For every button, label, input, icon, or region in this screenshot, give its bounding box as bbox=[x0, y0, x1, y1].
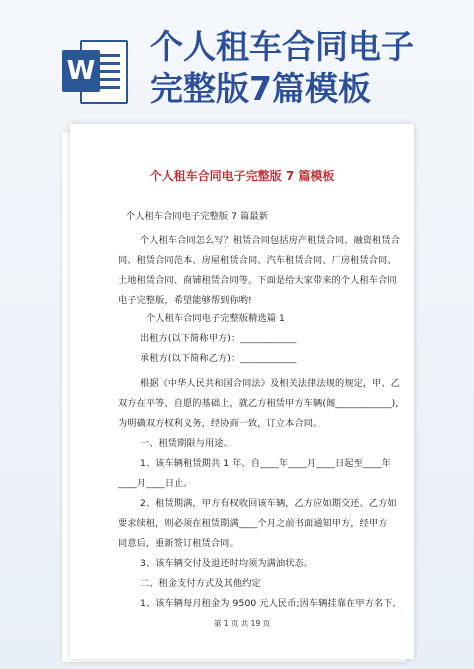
doc-line: 要求续租，则必须在租赁期满____个月之前书面通知甲方，经甲方 bbox=[118, 518, 388, 529]
doc-line: 电子完整版，希望能够帮到你哟! bbox=[118, 295, 252, 306]
doc-line: 双方在平等、自愿的基础上，就乙方租赁甲方车辆(阁____________)， bbox=[118, 398, 405, 409]
doc-line: 土地租赁合同、商铺租赁合同等。下面是给大家带来的个人租车合同 bbox=[118, 275, 397, 286]
doc-line: 3、该车辆交付及退还时均须为满油状态。 bbox=[140, 558, 314, 569]
doc-line: 出租方(以下简称甲方)：____________ bbox=[140, 333, 297, 344]
doc-line: 同意后，重新签订租赁合同。 bbox=[118, 538, 239, 549]
document-page bbox=[70, 124, 414, 659]
doc-line: ____月____日止。 bbox=[118, 478, 193, 489]
page-indicator: 第 1 页 共 19 页 bbox=[213, 619, 271, 628]
headline-line-1: 个人租车合同电子 bbox=[150, 27, 414, 66]
doc-line: 二、租金支付方式及其他约定 bbox=[140, 578, 261, 589]
doc-line: 2、租赁期满，甲方有权收回该车辆，乙方应如期交还。乙方如 bbox=[140, 498, 397, 509]
document-title: 个人租车合同电子完整版 7 篇模板 bbox=[149, 169, 335, 183]
doc-line: 同、租赁合同范本、房屋租赁合同、汽车租赁合同、厂房租赁合同、 bbox=[118, 255, 397, 266]
word-w-badge: W bbox=[62, 50, 100, 92]
doc-line: 承租方(以下简称乙方)：____________ bbox=[140, 353, 297, 364]
doc-line: 个人租车合同电子完整版 7 篇最新 bbox=[126, 211, 269, 222]
headline bbox=[150, 26, 450, 110]
headline-line-2: 完整版7篇模板 bbox=[150, 69, 371, 108]
doc-line: 1、该车辆每月租金为 9500 元人民币;因车辆挂靠在甲方名下, bbox=[140, 598, 396, 609]
doc-line: 一、租赁期限与用途。 bbox=[140, 438, 233, 449]
doc-line: 为明确双方权利义务，经协商一致，订立本合同。 bbox=[118, 418, 323, 429]
doc-line: 1、该车辆租赁期共 1 年。自____年____月____日起至____年 bbox=[140, 458, 391, 469]
doc-line: 个人租车合同电子完整版精选篇 1 bbox=[146, 313, 285, 324]
word-document-icon bbox=[62, 36, 130, 108]
doc-line: 个人租车合同怎么写？租赁合同包括房产租赁合同、融资租赁合 bbox=[140, 235, 401, 246]
doc-line: 根据《中华人民共和国合同法》及相关法律法规的规定，甲、乙 bbox=[140, 378, 401, 389]
